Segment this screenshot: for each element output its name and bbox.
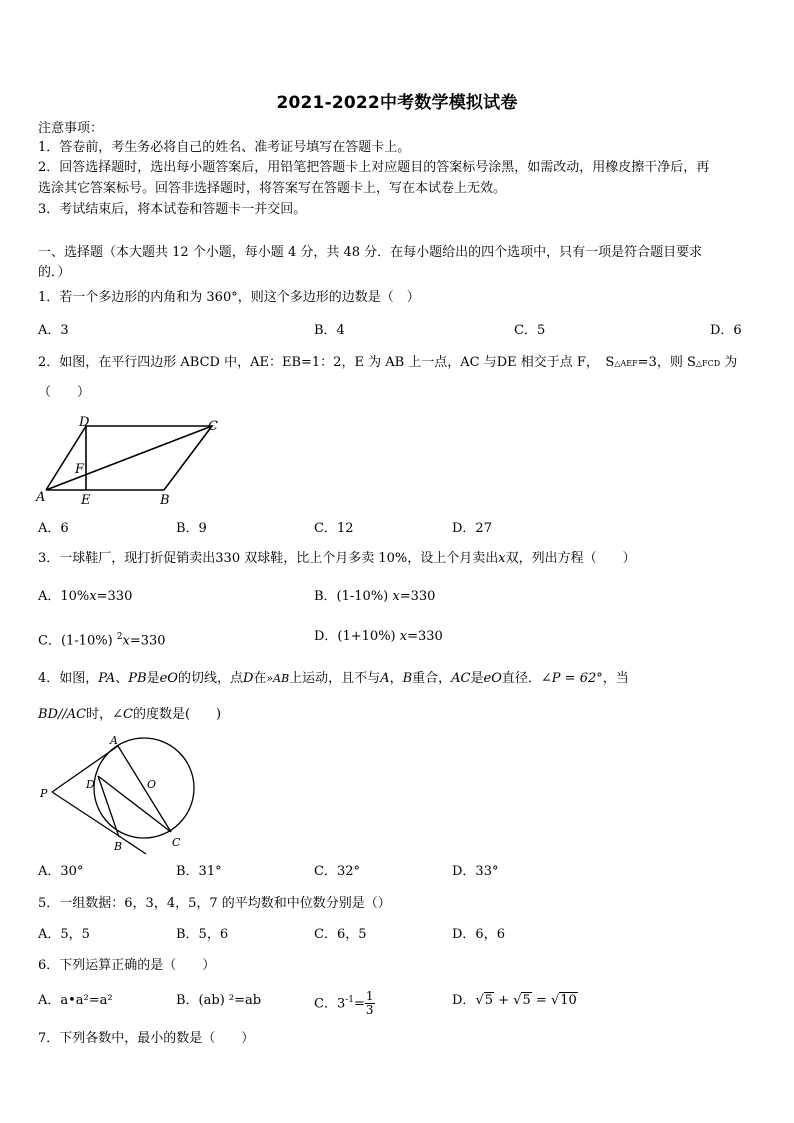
q4-stem-b: 是 xyxy=(146,671,160,686)
q3-option-a xyxy=(38,588,132,606)
q6-option-c xyxy=(314,984,375,1020)
q4-label-o: O xyxy=(147,778,157,791)
q4-ac: AC xyxy=(451,671,471,686)
q5-option-c: C．6，5 xyxy=(314,927,367,942)
q2-label-e: E xyxy=(81,493,91,507)
q7-stem: 7．下列各数中，最小的数是（ ） xyxy=(38,1031,255,1046)
q4-bd-parallel-ac: BD//AC xyxy=(38,707,87,722)
q4-angle-p: ∠P = 62° xyxy=(540,671,603,686)
q6-sqrt-10: 10 xyxy=(560,993,577,1008)
q6-option-c-pre: C．3 xyxy=(314,996,346,1012)
q3-var: x xyxy=(498,551,506,566)
q4-stem-i: ，当 xyxy=(602,671,629,686)
q6-sqrt-5-b: 5 xyxy=(522,993,531,1008)
q4-comma: ， xyxy=(389,671,403,686)
q1-option-d: D．6 xyxy=(710,323,742,338)
q6-option-d xyxy=(452,992,578,1010)
q1-stem: 1．若一个多边形的内角和为 360°，则这个多边形的边数是（ ） xyxy=(38,290,420,305)
q4-label-a: A xyxy=(110,734,118,747)
q4-a: A xyxy=(380,671,390,686)
q3-option-d xyxy=(314,628,443,646)
q2-stem-a: 2．如图，在平行四边形 ABCD 中，AE：EB=1：2，E 为 AB 上一点，AC 与DE 相交于点 F， S xyxy=(38,355,615,370)
q3-option-b-var: x xyxy=(392,589,400,604)
q2-label-f: F xyxy=(75,462,85,477)
q3-option-c-post: =330 xyxy=(129,633,166,649)
q4-label-d: D xyxy=(86,778,95,791)
q6-plus: + xyxy=(494,993,514,1008)
notice-item-2-cont: 选涂其它答案标号。回答非选择题时，将答案写在答题卡上，写在本试卷上无效。 xyxy=(38,181,507,196)
q4-line2-b: 时，∠ xyxy=(86,707,123,722)
q2-sub-aef: △AEF xyxy=(614,359,638,368)
q2-label-d: D xyxy=(79,415,90,430)
q4-option-d: D．33° xyxy=(452,864,499,879)
q6-option-b: B．(ab) ²=ab xyxy=(176,993,262,1008)
q3-option-a-post: =330 xyxy=(96,589,133,604)
q2-option-c: C．12 xyxy=(314,521,354,536)
q5-option-b: B．5，6 xyxy=(176,927,229,942)
q5-option-d: D．6，6 xyxy=(452,927,505,942)
q4-c: C xyxy=(122,707,133,722)
q4-stem-line2 xyxy=(38,706,221,724)
q4-d: D xyxy=(242,671,254,686)
q4-pa: PA xyxy=(98,671,116,686)
q3-stem-b: 双，列出方程（ ） xyxy=(505,551,636,566)
q3-option-c xyxy=(38,628,166,650)
notice-item-1: 1．答卷前，考生务必将自己的姓名、准考证号填写在答题卡上。 xyxy=(38,140,411,155)
q4-stem-line1 xyxy=(38,670,629,688)
q4-option-a: A．30° xyxy=(38,864,84,879)
q3-option-b-post: =330 xyxy=(399,589,436,604)
q5-option-a: A．5，5 xyxy=(38,927,90,942)
q2-option-d: D．27 xyxy=(452,521,492,536)
section-heading-cont: 的．） xyxy=(38,265,71,280)
q3-option-b-pre: B．(1-10%) xyxy=(314,589,393,604)
sqrt-icon: √ xyxy=(550,993,560,1008)
q2-figure-parallelogram xyxy=(34,412,224,507)
q1-option-c: C．5 xyxy=(514,323,546,338)
q2-paren: （ ） xyxy=(38,385,91,400)
q2-label-a: A xyxy=(36,490,46,505)
q6-equals: = xyxy=(531,993,551,1008)
q4-stem-e: 上运动，且不与 xyxy=(289,671,381,686)
q4-figure-circle-tangents xyxy=(34,730,204,855)
q6-option-c-sup: -1 xyxy=(345,995,354,1005)
q2-stem xyxy=(38,354,737,373)
q6-stem: 6．下列运算正确的是（ ） xyxy=(38,958,216,973)
q6-option-d-pre: D． xyxy=(452,993,476,1008)
section-heading: 一、选择题（本大题共 12 个小题，每小题 4 分，共 48 分．在每小题给出的四个选项中，只有一项是符合题目要求 xyxy=(38,245,703,260)
q3-stem-a: 3．一球鞋厂，现打折促销卖出330 双球鞋，比上个月多卖 10%，设上个月卖出 xyxy=(38,551,499,566)
q4-circle-o-2: eO xyxy=(483,671,502,686)
sqrt-icon: √ xyxy=(475,993,484,1008)
notice-item-3: 3．考试结束后，将本试卷和答题卡一并交回。 xyxy=(38,202,307,217)
q6-frac-den: 3 xyxy=(365,1003,374,1018)
q1-option-b: B．4 xyxy=(314,323,345,338)
page-title: 2021-2022中考数学模拟试卷 xyxy=(276,93,518,113)
q2-option-b: B．9 xyxy=(176,521,207,536)
q4-stem-d: 在 xyxy=(253,671,267,686)
q2-stem-b: =3，则 S xyxy=(637,355,696,370)
notice-item-2: 2．回答选择题时，选出每小题答案后，用铅笔把答题卡上对应题目的答案标号涂黑，如需改动，用橡皮擦干净后，再 xyxy=(38,160,710,175)
q4-b: B xyxy=(402,671,413,686)
q4-line2-d: 的度数是( ) xyxy=(132,707,222,722)
notice-heading: 注意事项： xyxy=(38,121,104,136)
q6-option-c-fraction xyxy=(365,990,375,1017)
q6-option-c-eq: = xyxy=(354,996,365,1012)
q4-stem-a: 4．如图， xyxy=(38,671,99,686)
q4-label-p: P xyxy=(40,787,48,800)
q3-option-b xyxy=(314,588,435,606)
q4-option-b: B．31° xyxy=(176,864,222,879)
q4-circle-o: eO xyxy=(159,671,178,686)
q3-option-d-post: =330 xyxy=(407,629,443,644)
q4-stem-c: 的切线，点 xyxy=(177,671,243,686)
q3-option-d-pre: D．(1+10%) xyxy=(314,629,400,644)
q6-sqrt-5-a: 5 xyxy=(484,993,494,1008)
q3-option-a-pre: A．10% xyxy=(38,589,90,604)
sqrt-icon: √ xyxy=(513,993,522,1008)
q3-option-c-pre: C．(1-10%) xyxy=(38,633,117,649)
q4-label-c: C xyxy=(172,836,181,849)
q6-frac-num: 1 xyxy=(365,989,374,1004)
q2-sub-fcd: △FCD xyxy=(695,359,721,368)
q1-option-a: A．3 xyxy=(38,323,69,338)
q4-sep: 、 xyxy=(115,671,129,686)
q2-label-b: B xyxy=(160,493,170,507)
q4-option-c: C．32° xyxy=(314,864,360,879)
q4-stem-g: 是 xyxy=(470,671,484,686)
q3-stem xyxy=(38,550,636,568)
q3-option-d-var: x xyxy=(399,629,408,644)
q4-stem-h: 直径． xyxy=(501,671,541,686)
q3-option-c-var: x xyxy=(122,633,130,649)
q3-option-c-sup: 2 xyxy=(116,632,123,642)
q2-stem-c: 为 xyxy=(720,355,738,370)
q3-option-a-var: x xyxy=(89,589,97,604)
q2-label-c: C xyxy=(208,419,218,434)
q4-label-b: B xyxy=(114,840,123,853)
q5-stem: 5．一组数据：6，3，4，5，7 的平均数和中位数分别是（） xyxy=(38,896,391,911)
q6-option-a: A．a•a²=a² xyxy=(38,993,113,1008)
q4-stem-f: 重合， xyxy=(412,671,452,686)
q4-pb: PB xyxy=(128,671,147,686)
q2-option-a: A．6 xyxy=(38,521,69,536)
q4-arc-ab: »AB xyxy=(266,672,290,685)
